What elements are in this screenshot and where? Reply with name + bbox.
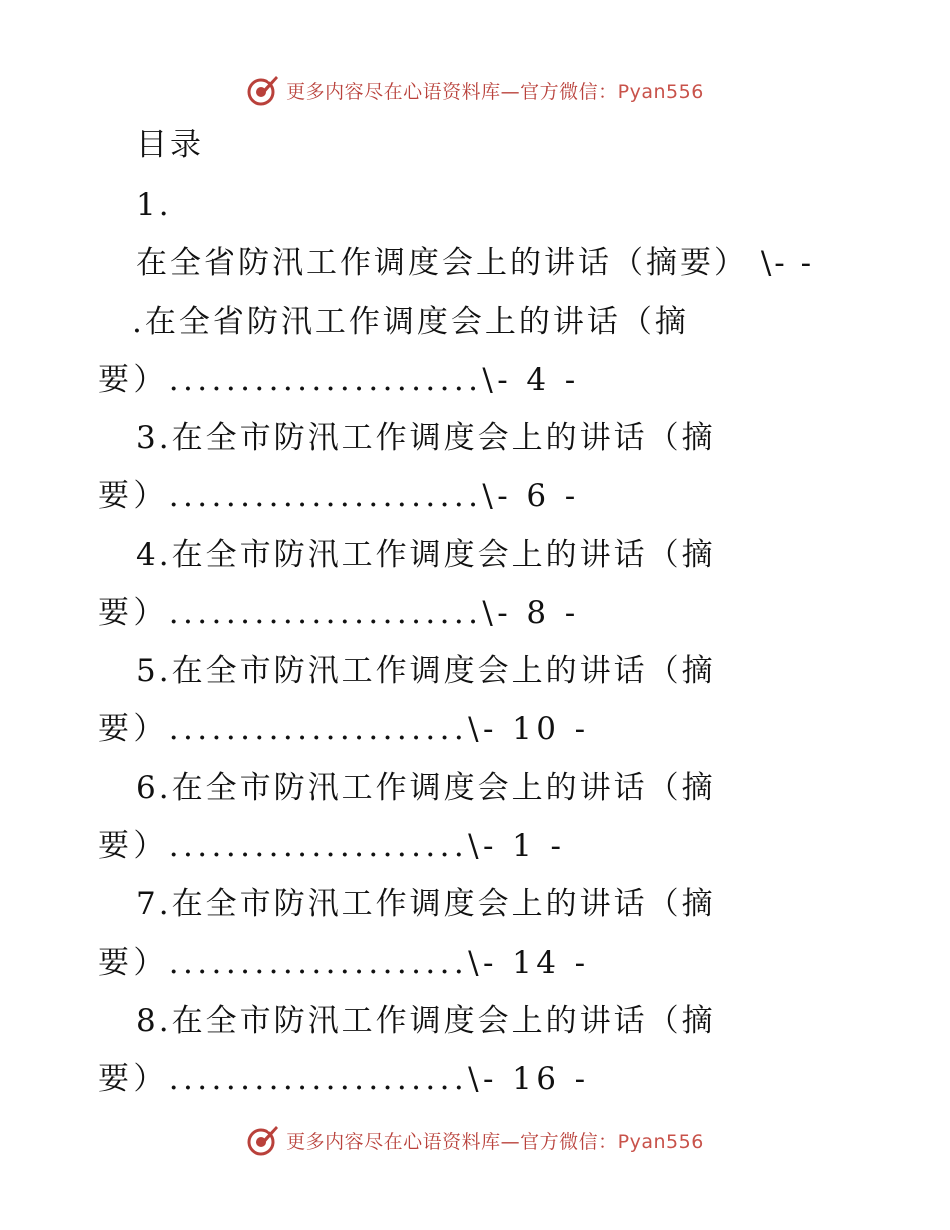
toc-entry-6-line1[interactable]: 5.在全市防汛工作调度会上的讲话（摘 — [136, 653, 716, 689]
toc-entry-9-line1[interactable]: 8.在全市防汛工作调度会上的讲话（摘 — [136, 1003, 716, 1039]
toc-entry-4-line2[interactable]: 要）......................\- 6 - — [98, 478, 580, 514]
toc-entry-7-line2[interactable]: 要）.....................\- 1 - — [98, 828, 566, 864]
header-wechat-id: Pyan556 — [617, 80, 704, 103]
toc-entry-4-line1[interactable]: 3.在全市防汛工作调度会上的讲话（摘 — [136, 420, 716, 456]
toc-entry-2[interactable]: 在全省防汛工作调度会上的讲话（摘要） \- - — [136, 245, 815, 281]
toc-entry-3-line1[interactable]: .在全省防汛工作调度会上的讲话（摘 — [132, 304, 689, 340]
toc-entry-5-line1[interactable]: 4.在全市防汛工作调度会上的讲话（摘 — [136, 537, 716, 573]
footer-banner-label: 更多内容尽在心语资料库—官方微信： — [286, 1130, 618, 1153]
toc-entry-9-line2[interactable]: 要）.....................\- 16 - — [98, 1061, 590, 1097]
toc-entry-8-line1[interactable]: 7.在全市防汛工作调度会上的讲话（摘 — [136, 886, 716, 922]
footer-banner-text — [286, 1127, 704, 1154]
quill-logo-icon — [246, 1123, 280, 1157]
toc-entry-7-line1[interactable]: 6.在全市防汛工作调度会上的讲话（摘 — [136, 770, 716, 806]
toc-entry-1[interactable]: 1. — [136, 187, 172, 223]
toc-title: 目录 — [136, 127, 204, 163]
toc-entry-6-line2[interactable]: 要）.....................\- 10 - — [98, 711, 590, 747]
header-banner-label: 更多内容尽在心语资料库—官方微信： — [286, 80, 618, 103]
toc-entry-5-line2[interactable]: 要）......................\- 8 - — [98, 595, 580, 631]
toc-entry-3-line2[interactable]: 要）......................\- 4 - — [98, 362, 580, 398]
toc-entry-8-line2[interactable]: 要）.....................\- 14 - — [98, 945, 590, 981]
footer-wechat-id: Pyan556 — [617, 1130, 704, 1153]
footer-banner — [0, 1122, 950, 1158]
